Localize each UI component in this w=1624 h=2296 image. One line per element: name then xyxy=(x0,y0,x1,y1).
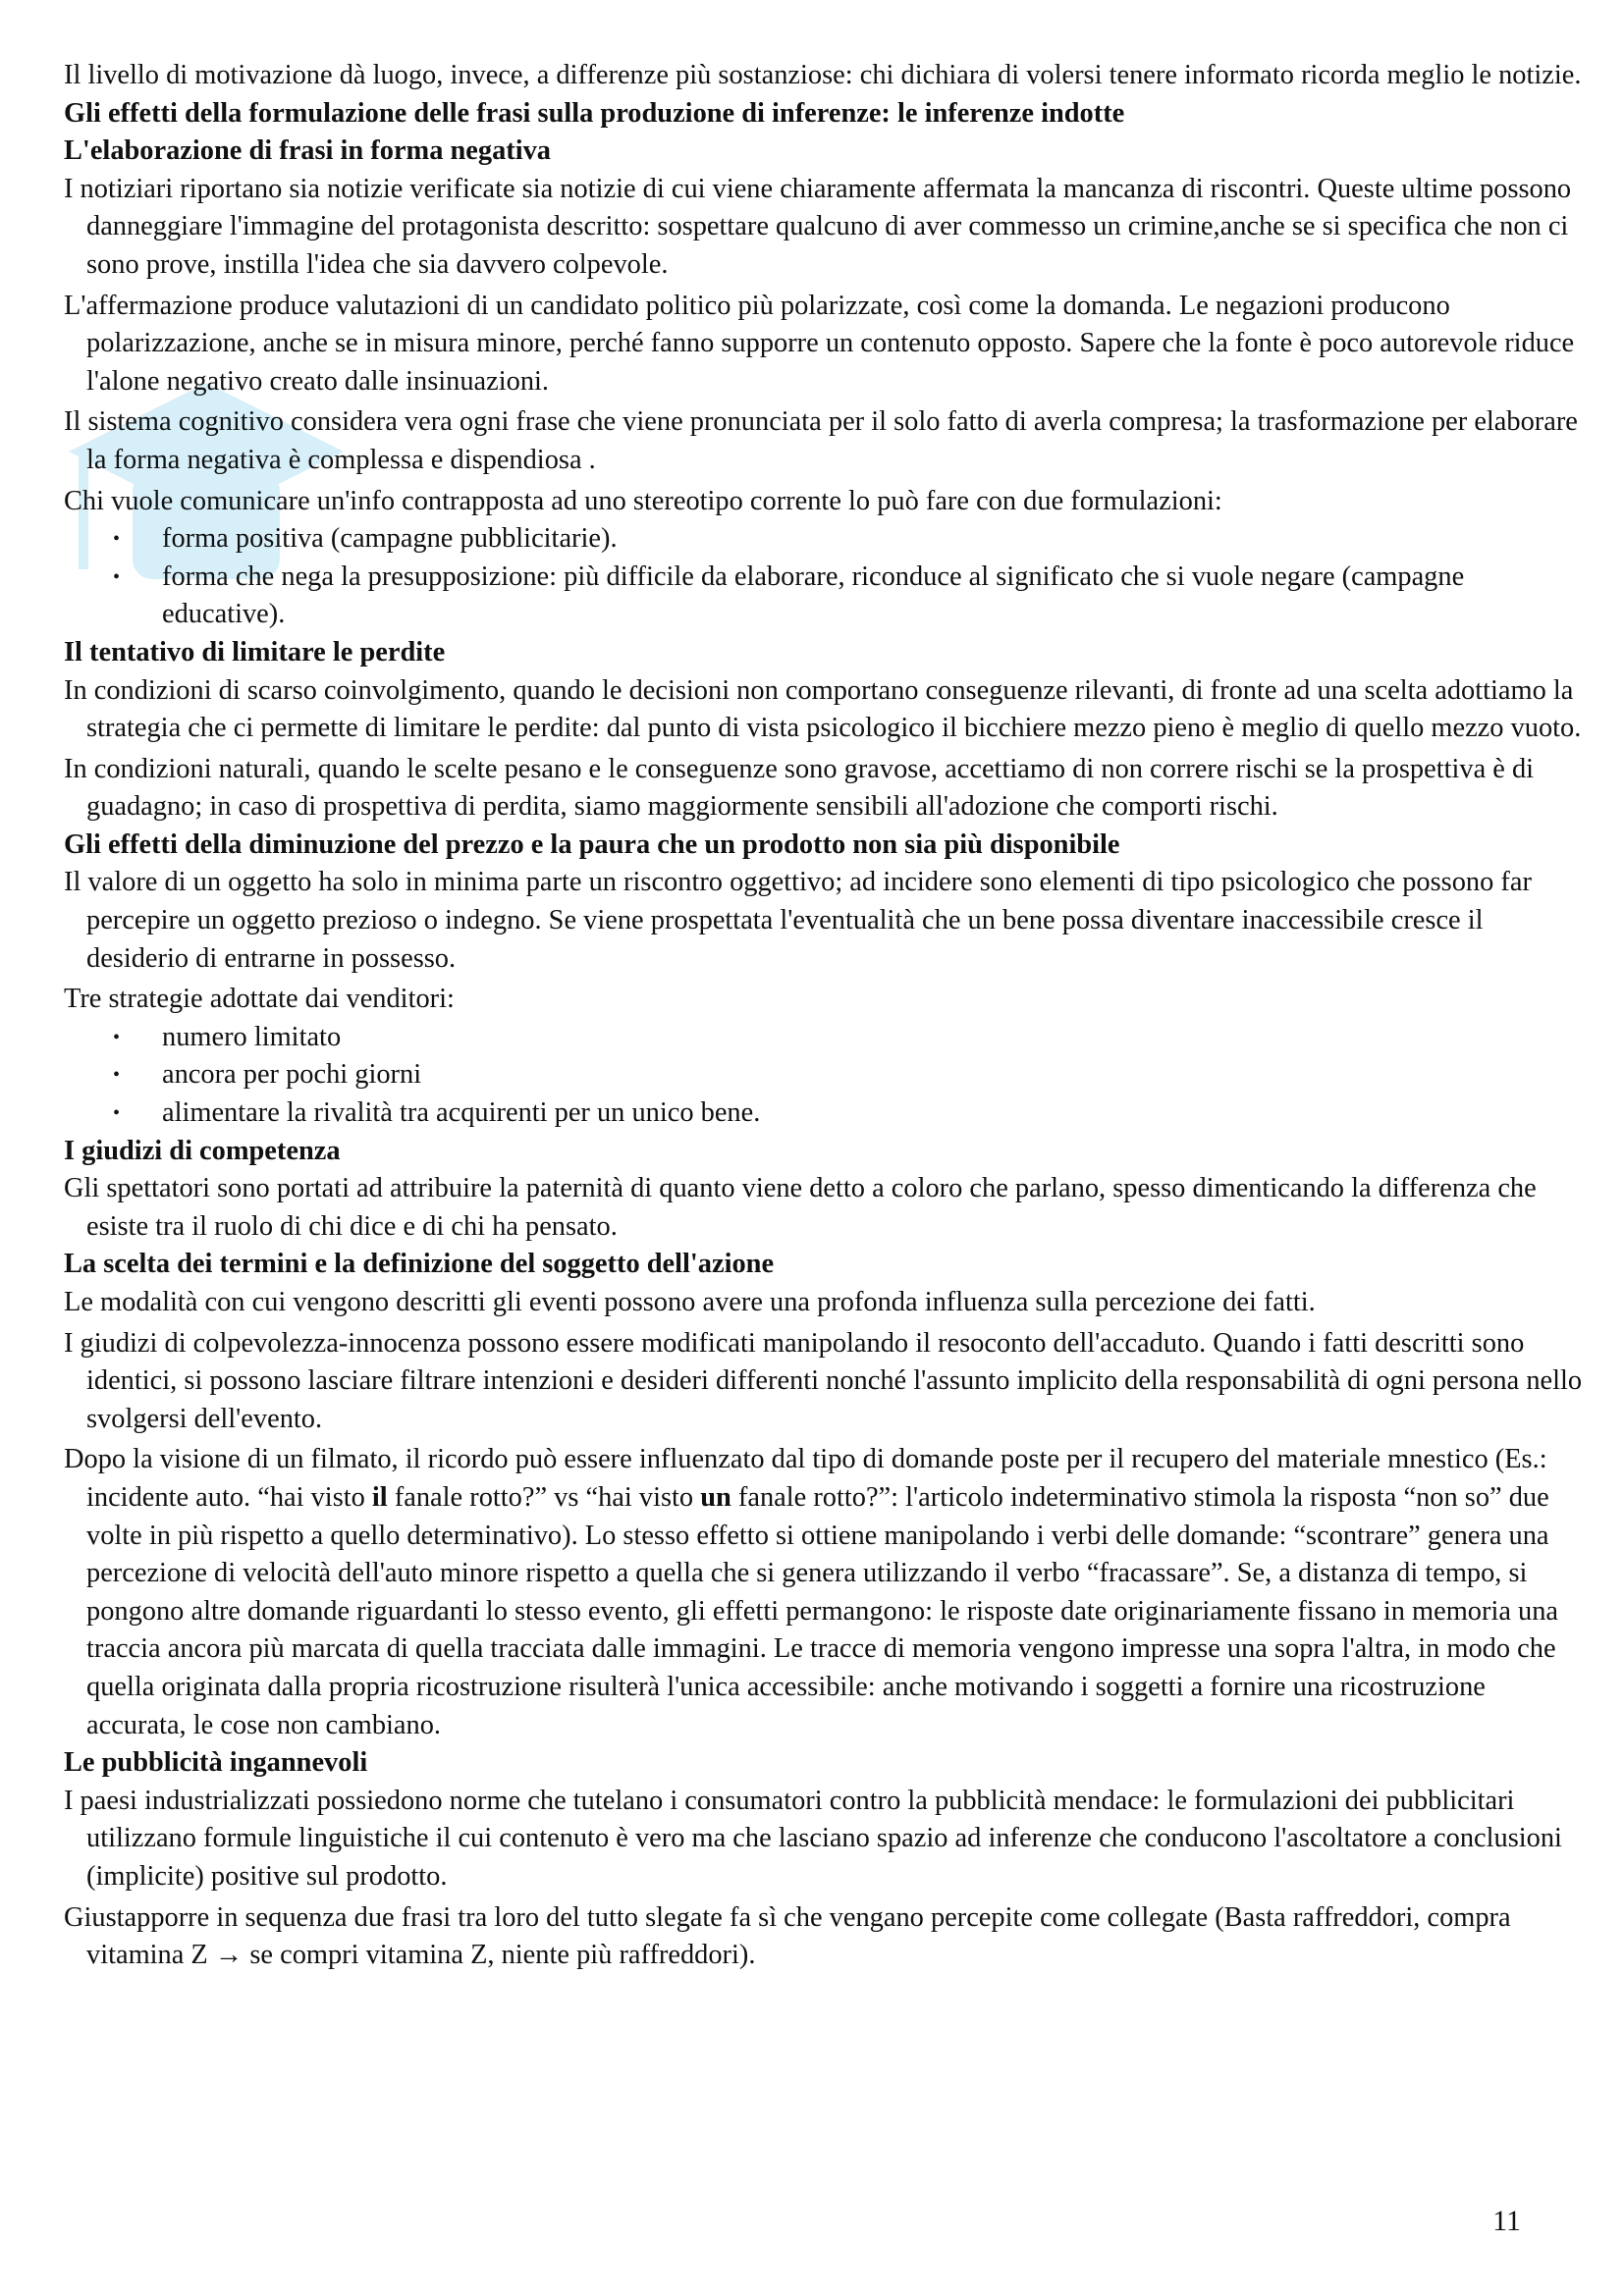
document-page xyxy=(64,57,1591,1975)
text-run: fanale rotto?” vs “hai visto xyxy=(387,1481,701,1513)
paragraph: In condizioni naturali, quando le scelte pesano e le conseguenze sono gravose, accettiamo di non correre rischi se la prospettiva è di guadagno; in caso di prospettiva di perdita, siamo maggiormente sensibili all'adozione che comporti rischi. xyxy=(64,753,1535,823)
paragraph: L'affermazione produce valutazioni di un candidato politico più polarizzate, così come la domanda. Le negazioni producono polarizzazione, anche se in misura minore, perché fanno supporre un contenuto opposto. Sapere che la fonte è poco autorevole riduce l'alone negativo creato dalle insinuazioni. xyxy=(64,290,1575,397)
paragraph: Il valore di un oggetto ha solo in minima parte un riscontro oggettivo; ad incidere sono elementi di tipo psicologico che possono far percepire un oggetto prezioso o indegno. Se viene prospettata l'eventualità che un bene possa diventare inaccessibile cresce il desiderio di entrarne in possesso. xyxy=(64,867,1532,974)
paragraph: I paesi industrializzati possiedono norme che tutelano i consumatori contro la pubblicità mendace: le formulazioni dei pubblicitari utilizzano formule linguistiche il cui contenuto è vero ma che lasciano spazio ad inferenze che conducono l'ascoltatore a conclusioni (implicite) positive sul prodotto. xyxy=(64,1785,1562,1892)
section-heading: I giudizi di competenza xyxy=(64,1135,341,1166)
paragraph: In condizioni di scarso coinvolgimento, quando le decisioni non comportano conseguenze rilevanti, di fronte ad una scelta adottiamo la strategia che ci permette di limitare le perdite: dal punto di vista psicologico il bicchiere mezzo pieno è meglio di quello mezzo vuoto. xyxy=(64,674,1582,744)
paragraph xyxy=(64,1441,1591,1744)
paragraph: Giustapporre in sequenza due frasi tra loro del tutto slegate fa sì che vengano percepite come collegate (Basta raffreddori, compra vitamina Z → se compri vitamina Z, niente più raffreddori). xyxy=(64,1901,1511,1971)
list-item-text: ancora per pochi giorni xyxy=(162,1059,422,1091)
list-item xyxy=(64,559,1591,634)
paragraph: Tre strategie adottate dai venditori: xyxy=(64,984,455,1015)
list-item xyxy=(64,520,1591,559)
list-item-text: numero limitato xyxy=(162,1021,342,1052)
list-item-text: alimentare la rivalità tra acquirenti per un unico bene. xyxy=(162,1097,761,1129)
list-item-text: forma positiva (campagne pubblicitarie). xyxy=(162,523,618,555)
list-item xyxy=(64,1019,1591,1057)
list-item-text: forma che nega la presupposizione: più difficile da elaborare, riconduce al significato che si vuole negare (campagne educative). xyxy=(162,561,1465,630)
section-heading: Gli effetti della formulazione delle frasi sulla produzione di inferenze: le inferenze indotte xyxy=(64,97,1125,129)
section-heading: L'elaborazione di frasi in forma negativa xyxy=(64,135,552,167)
bullet-icon: • xyxy=(113,528,121,551)
bold-word: un xyxy=(700,1481,731,1513)
bullet-icon: • xyxy=(113,1026,121,1048)
paragraph: Il sistema cognitivo considera vera ogni frase che viene pronunciata per il solo fatto di averla compresa; la trasformazione per elaborare la forma negativa è complessa e dispendiosa . xyxy=(64,406,1578,475)
paragraph: Gli spettatori sono portati ad attribuire la paternità di quanto viene detto a coloro che parlano, spesso dimenticando la differenza che esiste tra il ruolo di chi dice e di chi ha pensato. xyxy=(64,1173,1537,1242)
section-heading: Le pubblicità ingannevoli xyxy=(64,1747,368,1779)
list-item xyxy=(64,1095,1591,1133)
bullet-icon: • xyxy=(113,1102,121,1125)
page-number: 11 xyxy=(1492,2205,1521,2237)
list-item xyxy=(64,1056,1591,1095)
text-run: Dopo la visione di un filmato, il ricordo può essere influenzato dal tipo di domande poste per il recupero del materiale mnestico (Es.: incidente auto. “hai visto xyxy=(64,1444,1547,1513)
paragraph: I notiziari riportano sia notizie verificate sia notizie di cui viene chiaramente affermata la mancanza di riscontri. Queste ultime possono danneggiare l'immagine del protagonista descritto: sospettare qualcuno di aver commesso un crimine,anche se si specifica che non ci sono prove, instilla l'idea che sia davvero colpevole. xyxy=(64,173,1572,280)
bold-word: il xyxy=(371,1481,388,1513)
section-heading: Il tentativo di limitare le perdite xyxy=(64,636,446,667)
paragraph: Chi vuole comunicare un'info contrapposta ad uno stereotipo corrente lo può fare con due formulazioni: xyxy=(64,485,1222,516)
section-heading: La scelta dei termini e la definizione del soggetto dell'azione xyxy=(64,1249,775,1280)
bullet-icon: • xyxy=(113,1064,121,1087)
paragraph: Le modalità con cui vengono descritti gli eventi possono avere una profonda influenza sulla percezione dei fatti. xyxy=(64,1287,1316,1317)
section-heading: Gli effetti della diminuzione del prezzo e la paura che un prodotto non sia più disponibile xyxy=(64,828,1120,860)
paragraph: Il livello di motivazione dà luogo, invece, a differenze più sostanziose: chi dichiara di volersi tenere informato ricorda meglio le notizie. xyxy=(64,60,1582,90)
bullet-icon: • xyxy=(113,565,121,588)
bullet-list xyxy=(64,1019,1591,1133)
text-run: fanale rotto?”: l'articolo indeterminativo stimola la risposta “non so” due volte in più rispetto a quello determinativo). Lo stesso effetto si ottiene manipolando i verbi delle domande: “scontrare” genera una percezione di velocità dell'auto minore rispetto a quella che si genera utilizzando il verbo “fracassare”. Se, a distanza di tempo, si pongono altre domande riguardanti lo stesso evento, gli effetti permangono: le risposte date originariamente fissano in memoria una traccia ancora più marcata di quella tracciata dalle immagini. Le tracce di memoria vengono impresse una sopra l'altra, in modo che quella originata dalla propria ricostruzione risulterà l'unica accessibile: anche motivando i soggetti a fornire una ricostruzione accurata, le cose non cambiano. xyxy=(86,1481,1559,1740)
paragraph: I giudizi di colpevolezza-innocenza possono essere modificati manipolando il resoconto dell'accaduto. Quando i fatti descritti sono identici, si possono lasciare filtrare intenzioni e desideri differenti nonché l'assunto implicito della responsabilità di ogni persona nello svolgersi dell'evento. xyxy=(64,1327,1583,1434)
bullet-list xyxy=(64,520,1591,634)
